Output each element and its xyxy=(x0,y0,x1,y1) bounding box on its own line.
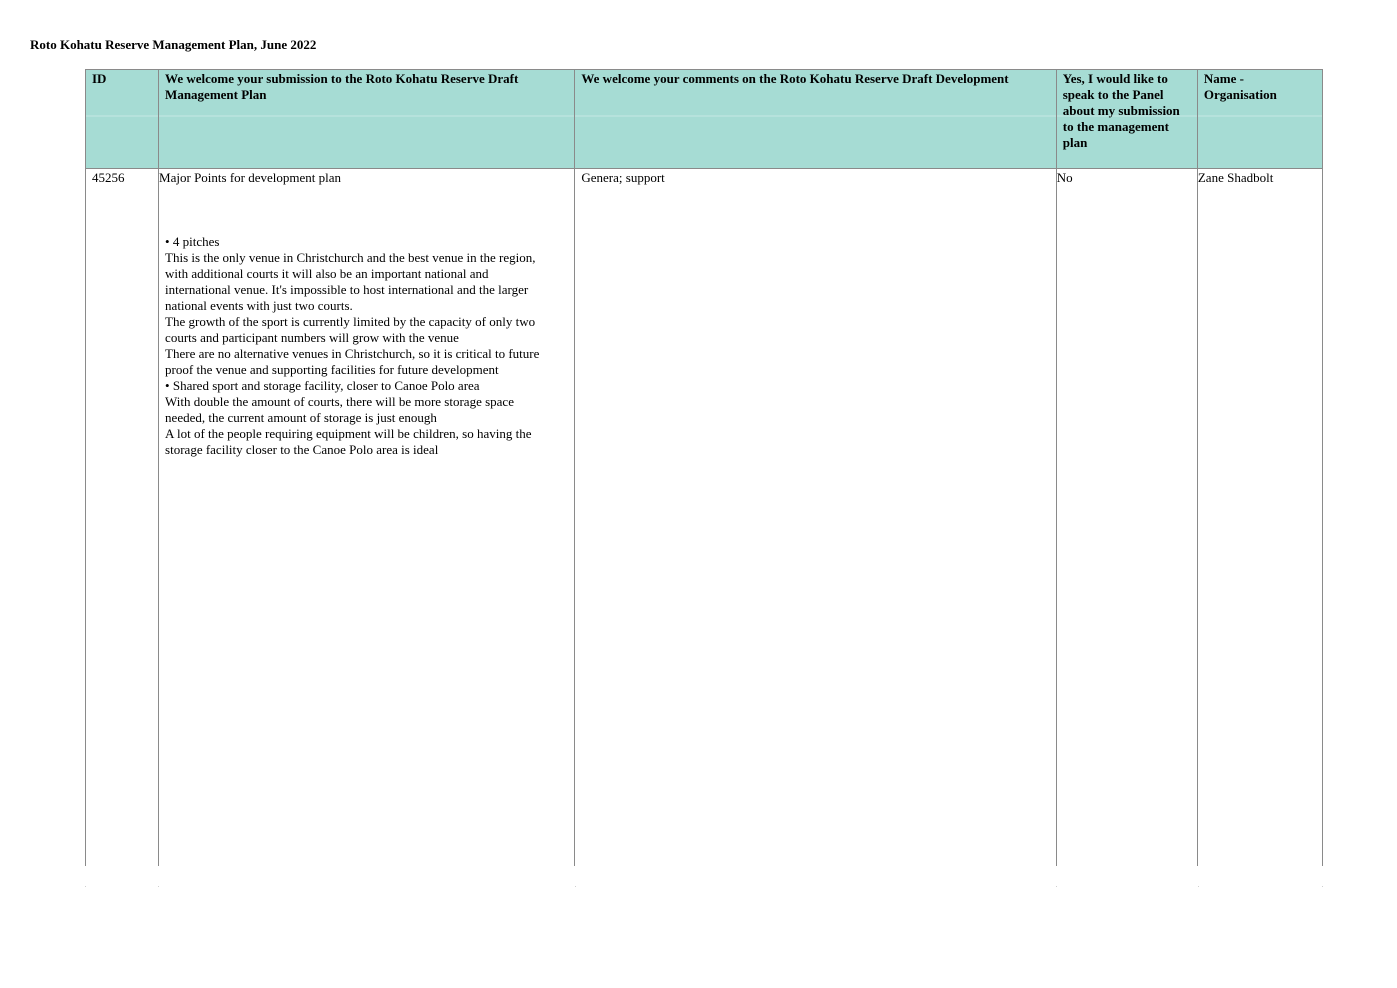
submission-line: The growth of the sport is currently limited by the capacity of only two xyxy=(165,314,536,329)
submission-line: This is the only venue in Christchurch and the best venue in the region, xyxy=(165,250,536,265)
submission-line: needed, the current amount of storage is just enough xyxy=(165,410,437,425)
submission-line: national events with just two courts. xyxy=(165,298,353,313)
dot xyxy=(575,886,576,887)
submission-line: There are no alternative venues in Christchurch, so it is critical to future xyxy=(165,346,540,361)
header-row xyxy=(86,70,1323,169)
submission-line: • 4 pitches xyxy=(165,234,220,249)
submission-line: proof the venue and supporting facilities for future development xyxy=(165,362,499,377)
dot xyxy=(1056,886,1057,887)
column-dots xyxy=(85,886,1323,888)
dot xyxy=(85,886,86,887)
header-submission: We welcome your submission to the Roto Kohatu Reserve Draft Management Plan xyxy=(159,70,575,169)
cell-development: Genera; support xyxy=(575,169,1056,867)
submission-table xyxy=(85,69,1323,866)
submission-line: international venue. It's impossible to host international and the larger xyxy=(165,282,529,297)
header-name: Name - Organisation xyxy=(1197,70,1322,169)
table-row xyxy=(86,169,1323,867)
submission-line: With double the amount of courts, there will be more storage space xyxy=(165,394,514,409)
cell-submission xyxy=(159,169,575,867)
submission-line: A lot of the people requiring equipment will be children, so having the xyxy=(165,426,532,441)
submission-heading: Major Points for development plan xyxy=(159,170,342,185)
dot xyxy=(1198,886,1199,887)
cell-speak: No xyxy=(1056,169,1197,867)
document-title: Roto Kohatu Reserve Management Plan, June 2022 xyxy=(30,37,317,52)
header-id: ID xyxy=(86,70,159,169)
submission-line: storage facility closer to the Canoe Polo area is ideal xyxy=(165,442,439,457)
dot xyxy=(1322,886,1323,887)
submission-line: with additional courts it will also be an important national and xyxy=(165,266,489,281)
cell-id: 45256 xyxy=(86,169,159,867)
submission-line: courts and participant numbers will grow with the venue xyxy=(165,330,459,345)
submission-line: • Shared sport and storage facility, closer to Canoe Polo area xyxy=(165,378,480,393)
header-speak: Yes, I would like to speak to the Panel about my submission to the management plan xyxy=(1056,70,1197,169)
cell-name: Zane Shadbolt xyxy=(1197,169,1322,867)
submission-body xyxy=(159,234,568,458)
dot xyxy=(158,886,159,887)
header-development: We welcome your comments on the Roto Kohatu Reserve Draft Development xyxy=(575,70,1056,169)
